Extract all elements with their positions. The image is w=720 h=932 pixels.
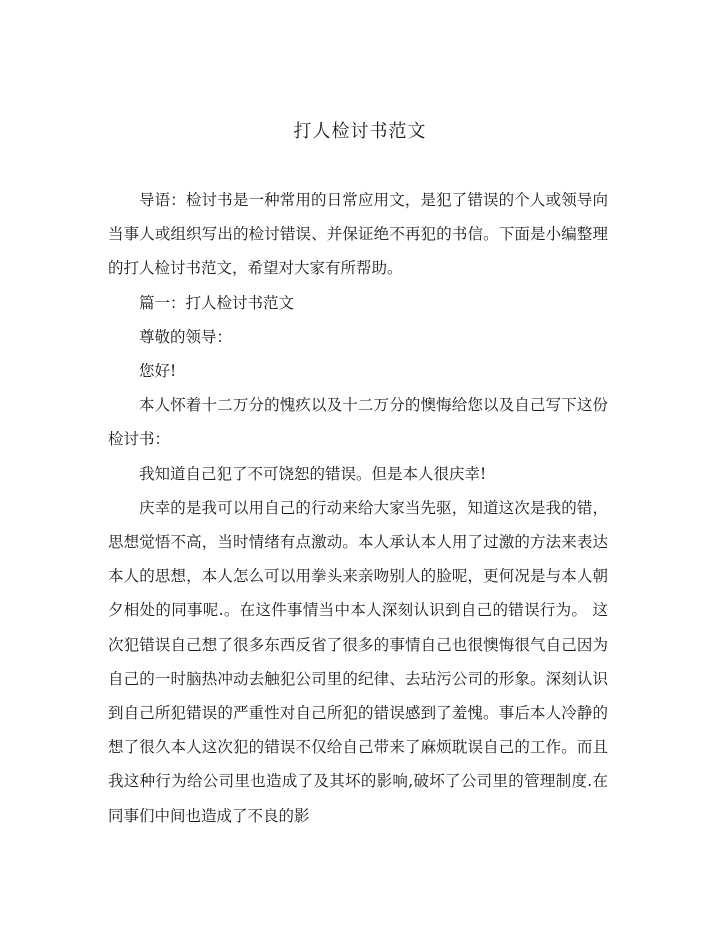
paragraph-greeting: 您好!: [139, 362, 177, 381]
paragraph-salutation: 尊敬的领导：: [139, 327, 233, 346]
document-body: [108, 183, 608, 833]
paragraph-admission: 我知道自己犯了不可饶恕的错误。但是本人很庆幸!: [139, 464, 487, 483]
paragraph-main: 庆幸的是我可以用自己的行动来给大家当先驱，知道这次是我的错，思想觉悟不高，当时情绪有点激动。本人承认本人用了过激的方法来表达本人的思想，本人怎么可以用拳头来亲吻别人的脸呢，更何况是与本人朝夕相处的同事呢.。在这件事情当中本人深刻认识到自己的错误行为。 这次犯错误自己想了很多东西反省了很多的事情自己也很懊悔很气自己因为自己的一时脑热冲动去触犯公司里的纪律、去玷污公司的形象。深刻认识到自己所犯错误的严重性对自己所犯的错误感到了羞愧。事后本人冷静的想了很久本人这次犯的错误不仅给自己带来了麻烦耽误自己的工作。而且我这种行为给公司里也造成了及其坏的影响,破坏了公司里的管理制度.在同事们中间也造成了不良的影: [108, 498, 608, 825]
paragraph-section-heading: 篇一：打人检讨书范文: [139, 293, 295, 312]
paragraph-opening: 本人怀着十二万分的愧疚以及十二万分的懊悔给您以及自己写下这份检讨书：: [108, 396, 608, 449]
paragraph-intro: 导语：检讨书是一种常用的日常应用文，是犯了错误的个人或领导向当事人或组织写出的检讨错误、并保证绝不再犯的书信。下面是小编整理的打人检讨书范文，希望对大家有所帮助。: [108, 191, 608, 278]
document-title: 打人检讨书范文: [293, 121, 427, 142]
